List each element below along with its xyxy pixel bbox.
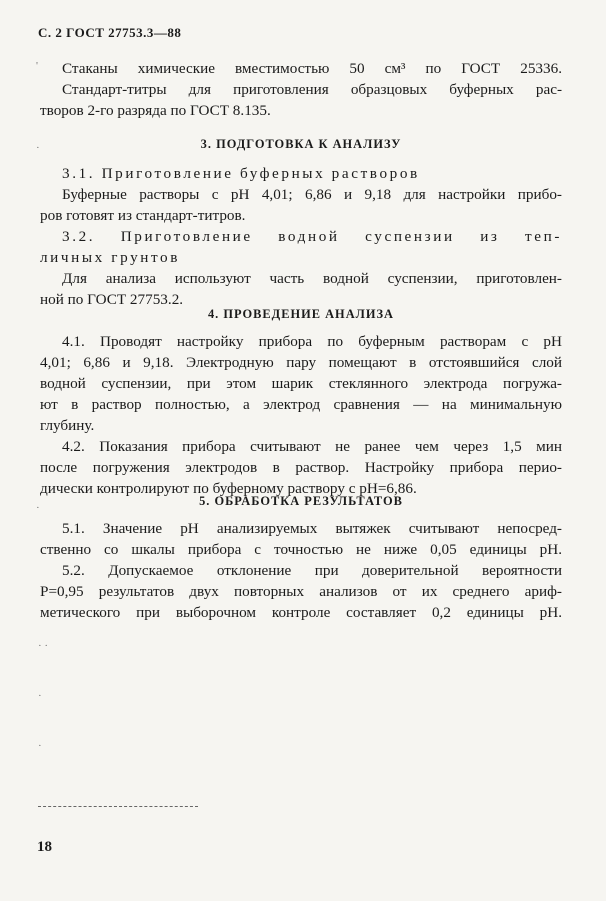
section-3-line-2: Буферные растворы с pH 4,01; 6,86 и 9,18 для настройки прибо- <box>62 186 562 203</box>
section-5-line-5: метического при выборочном контроле составляет 0,2 единицы pH. <box>40 604 562 621</box>
intro-line-1: Стаканы химические вместимостью 50 см³ по ГОСТ 25336. <box>62 60 562 77</box>
section-4-line-1: 4.1. Проводят настройку прибора по буферным растворам с pH <box>62 333 562 350</box>
section-4-line-4: ют в раствор полностью, а электрод сравнения — на минимальную <box>40 396 562 413</box>
subsection-3-2-title-cont: личных грунтов <box>40 249 181 266</box>
scan-speck: · <box>38 740 42 752</box>
scan-speck: · · <box>38 640 49 652</box>
section-5-body <box>40 518 562 623</box>
scan-speck: ' <box>36 60 38 72</box>
section-4-line-7: после погружения электродов в раствор. Настройку прибора перио- <box>40 459 562 476</box>
section-3-body <box>40 163 562 310</box>
subsection-3-1-title: 3.1. Приготовление буферных растворов <box>62 165 420 182</box>
page-number: 18 <box>37 839 52 855</box>
scan-speck: · <box>36 502 40 514</box>
footnote-rule <box>38 806 198 807</box>
section-4-line-3: водной суспензии, при этом шарик стеклянного электрода погружа- <box>40 375 562 392</box>
section-4-line-5: глубину. <box>40 417 95 434</box>
section-5-line-2: ственно со шкалы прибора с точностью не ниже 0,05 единицы pH. <box>40 541 562 558</box>
page-header: С. 2 ГОСТ 27753.3—88 <box>38 25 182 40</box>
scan-speck: · <box>36 142 40 154</box>
intro-paragraph <box>40 58 562 121</box>
section-3-title: 3. ПОДГОТОВКА К АНАЛИЗУ <box>200 137 402 151</box>
section-4-line-8: дически контролируют по буферному раствору с pH=6,86. <box>40 480 417 497</box>
section-3-line-6: Для анализа используют часть водной суспензии, приготовлен- <box>62 270 562 287</box>
intro-line-2: Стандарт-титры для приготовления образцовых буферных рас- <box>62 81 562 98</box>
section-5-line-4: P=0,95 результатов двух повторных анализов от их среднего ариф- <box>40 583 562 600</box>
section-4-line-2: 4,01; 6,86 и 9,18. Электродную пару помещают в отстоявшийся слой <box>40 354 562 371</box>
section-3-line-3: ров готовят из стандарт-титров. <box>40 207 246 224</box>
section-5-line-3: 5.2. Допускаемое отклонение при доверительной вероятности <box>62 562 562 579</box>
section-4-body <box>40 331 562 499</box>
section-5-line-1: 5.1. Значение pH анализируемых вытяжек считывают непосред- <box>62 520 562 537</box>
section-5-title: 5. ОБРАБОТКА РЕЗУЛЬТАТОВ <box>199 494 403 508</box>
section-4-title: 4. ПРОВЕДЕНИЕ АНАЛИЗА <box>207 307 394 321</box>
subsection-3-2-title: 3.2. Приготовление водной суспензии из теп- <box>62 228 562 245</box>
intro-line-3: творов 2-го разряда по ГОСТ 8.135. <box>40 102 271 119</box>
section-3-line-7: ной по ГОСТ 27753.2. <box>40 291 184 308</box>
scan-speck: · <box>38 690 42 702</box>
section-4-line-6: 4.2. Показания прибора считывают не ранее чем через 1,5 мин <box>62 438 562 455</box>
